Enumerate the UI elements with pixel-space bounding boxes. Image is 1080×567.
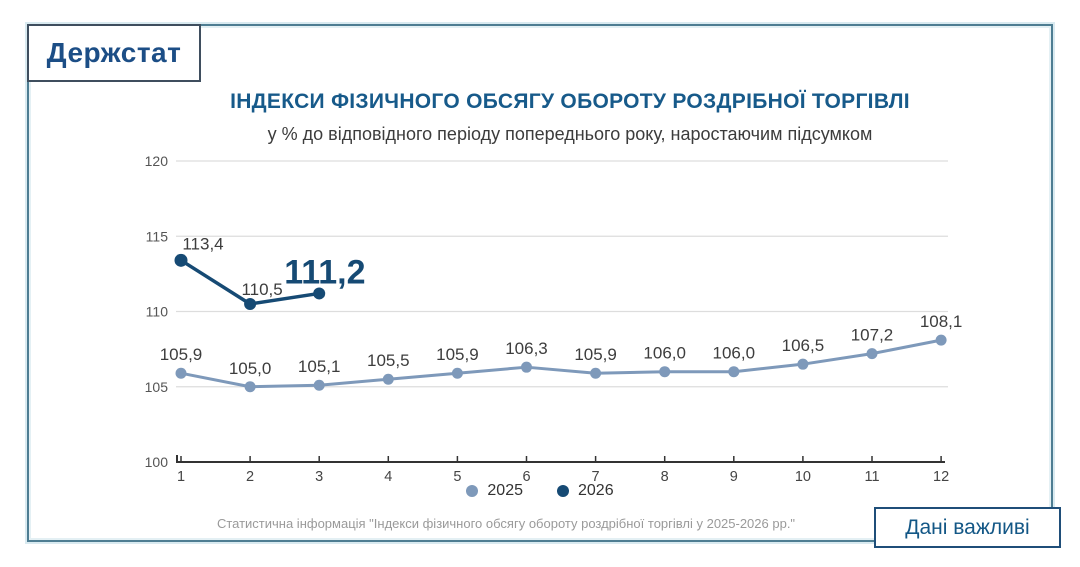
svg-text:120: 120 [144,153,168,169]
svg-text:105: 105 [144,378,168,395]
chart-subtitle: у % до відповідного періоду попереднього року, наростаючим підсумком [267,124,873,144]
legend-dot-2025-icon [466,485,478,497]
svg-text:10: 10 [794,469,811,485]
svg-text:12: 12 [933,469,950,485]
svg-text:8: 8 [660,469,669,485]
legend-label-2026: 2026 [578,482,614,499]
svg-text:106,5: 106,5 [781,336,825,356]
source-note: Статистична інформація "Індекси фізичного обсягу обороту роздрібної торгівлі у 2025-2026 рр." [216,516,796,531]
svg-text:106,3: 106,3 [505,339,548,359]
svg-text:100: 100 [144,454,168,470]
svg-text:106,0: 106,0 [712,343,756,363]
svg-text:1: 1 [176,469,186,485]
svg-text:113,4: 113,4 [182,234,224,254]
svg-text:105,9: 105,9 [159,345,203,365]
svg-text:3: 3 [315,469,324,485]
svg-text:110,5: 110,5 [241,279,283,299]
svg-text:6: 6 [522,469,531,485]
svg-text:11: 11 [864,469,880,485]
legend-item-2026 [557,482,614,500]
svg-text:105,9: 105,9 [436,345,479,365]
svg-text:105,9: 105,9 [574,345,617,365]
svg-text:105,0: 105,0 [228,358,272,378]
svg-text:105,5: 105,5 [367,351,410,371]
svg-text:9: 9 [729,469,738,485]
svg-text:4: 4 [384,469,393,485]
legend-label-2025: 2025 [487,482,523,499]
svg-text:107,2: 107,2 [850,325,894,345]
derzhstat-logo [27,24,201,82]
legend-item-2025 [466,482,523,500]
chart-title: ІНДЕКСИ ФІЗИЧНОГО ОБСЯГУ ОБОРОТУ РОЗДРІБНОЇ ТОРГІВЛІ [230,90,910,113]
svg-text:2: 2 [246,469,255,485]
logo-label: Держстат [46,37,182,68]
svg-text:111,2: 111,2 [284,253,366,292]
svg-text:110: 110 [145,303,168,320]
svg-text:7: 7 [591,469,600,485]
svg-text:106,0: 106,0 [643,343,686,363]
badge-label: Дані важливі [905,515,1030,539]
chart-legend [0,482,1080,500]
svg-text:5: 5 [453,469,462,485]
svg-text:105,1: 105,1 [297,357,341,377]
svg-text:108,1: 108,1 [919,312,963,332]
legend-dot-2026-icon [557,485,569,497]
dani-vazhlyvi-badge [874,507,1061,548]
svg-text:115: 115 [145,228,168,245]
